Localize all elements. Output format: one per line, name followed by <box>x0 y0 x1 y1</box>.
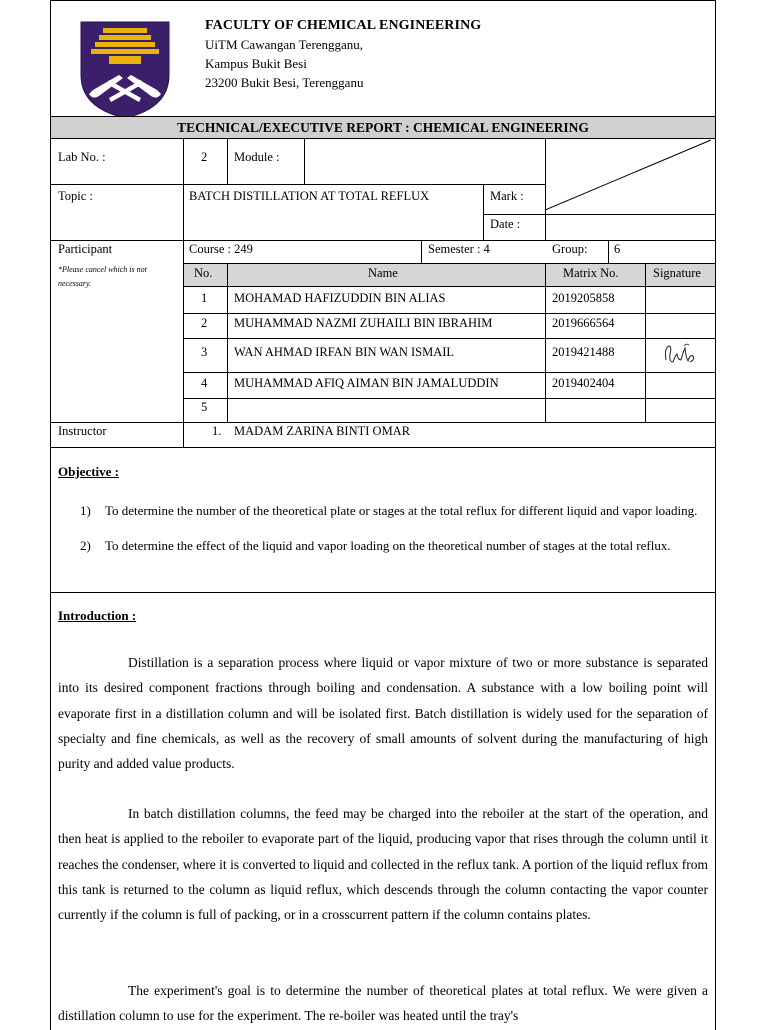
member-matrix: 2019421488 <box>552 345 615 359</box>
objective-item <box>80 502 710 536</box>
member-no: 3 <box>201 345 208 359</box>
participant-note: *Please cancel which is not necessary. <box>58 265 147 288</box>
member-no: 2 <box>201 316 208 330</box>
member-name: MUHAMMAD AFIQ AIMAN BIN JAMALUDDIN <box>234 376 499 390</box>
member-no: 5 <box>201 400 208 414</box>
intro-paragraph-text: Distillation is a separation process where liquid or vapor mixture of two or more substance is separated into its desired component fractions through boiling and condensation. A substance with a low boiling point will evaporate first in a distillation column and will be isolated first. Batch distillation is widely used for the separation of specialty and fine chemicals, as well as the recovery of small amounts of solvent during the manufacturing of high purity and added value products. <box>58 655 708 772</box>
semester-value: Semester : 4 <box>428 242 490 256</box>
lab-no-label: Lab No. : <box>58 150 106 164</box>
instructor-num: 1. <box>212 424 222 438</box>
campus-line: UiTM Cawangan Terengganu, <box>205 37 364 52</box>
col-no-header: No. <box>194 266 213 280</box>
mark-label: Mark : <box>490 189 524 203</box>
topic-value: BATCH DISTILLATION AT TOTAL REFLUX <box>189 189 430 203</box>
objective-num: 1) <box>80 503 91 518</box>
col-signature-header: Signature <box>653 266 701 280</box>
members-header-bg <box>184 263 715 286</box>
member-name: MUHAMMAD NAZMI ZUHAILI BIN IBRAHIM <box>234 316 493 330</box>
report-title: TECHNICAL/EXECUTIVE REPORT : CHEMICAL ENGINEERING <box>51 116 715 139</box>
topic-label: Topic : <box>58 189 93 203</box>
intro-paragraph-text: The experiment's goal is to determine the number of theoretical plates at total reflux. We were given a distillation column to use for the experiment. The re-boiler was heated until the tray's <box>58 983 708 1024</box>
kampus-line: Kampus Bukit Besi <box>205 56 307 71</box>
instructor-label: Instructor <box>58 424 107 438</box>
member-no: 1 <box>201 291 208 305</box>
signature-image <box>660 340 700 370</box>
instructor-name: MADAM ZARINA BINTI OMAR <box>234 424 411 438</box>
member-name: MOHAMAD HAFIZUDDIN BIN ALIAS <box>234 291 446 305</box>
member-matrix: 2019402404 <box>552 376 615 390</box>
objective-text: To determine the number of the theoretical plate or stages at the total reflux for different liquid and vapor loading. <box>105 503 698 518</box>
group-value: 6 <box>614 242 621 256</box>
date-label: Date : <box>490 217 521 231</box>
module-label: Module : <box>234 150 280 164</box>
intro-paragraph-text: In batch distillation columns, the feed may be charged into the reboiler at the start of the operation, and then heat is applied to the reboiler to evaporate part of the liquid, producing vapor that rises through the column until it reaches the condenser, where it is converted to liquid and collected in the reflux tank. A portion of the liquid reflux from this tank is returned to the column as liquid reflux, which descends through the column contacting the vapor counter currently if the column is full of packing, or in a crosscurrent pattern if the column contains plates. <box>58 806 708 923</box>
uitm-crest-icon <box>79 20 171 120</box>
objective-item <box>80 537 710 571</box>
objective-title: Objective : <box>58 464 120 479</box>
lab-no-value: 2 <box>201 150 208 164</box>
participant-label: Participant <box>58 242 113 256</box>
member-no: 4 <box>201 376 208 390</box>
address-line: 23200 Bukit Besi, Terengganu <box>205 75 364 90</box>
intro-paragraph <box>58 978 708 1029</box>
intro-paragraph <box>58 650 708 776</box>
member-name: WAN AHMAD IRFAN BIN WAN ISMAIL <box>234 345 455 359</box>
objective-text: To determine the effect of the liquid and vapor loading on the theoretical number of stages at the total reflux. <box>105 538 671 553</box>
introduction-title: Introduction : <box>58 608 137 623</box>
faculty-name: FACULTY OF CHEMICAL ENGINEERING <box>205 18 482 33</box>
course-value: Course : 249 <box>189 242 253 256</box>
col-matrix-header: Matrix No. <box>563 266 619 280</box>
objective-num: 2) <box>80 538 91 553</box>
member-matrix: 2019666564 <box>552 316 615 330</box>
member-matrix: 2019205858 <box>552 291 615 305</box>
intro-paragraph <box>58 801 708 927</box>
group-label: Group: <box>552 242 588 256</box>
faculty-header <box>205 16 481 92</box>
mark-diagonal <box>545 138 715 214</box>
col-name-header: Name <box>368 266 398 280</box>
